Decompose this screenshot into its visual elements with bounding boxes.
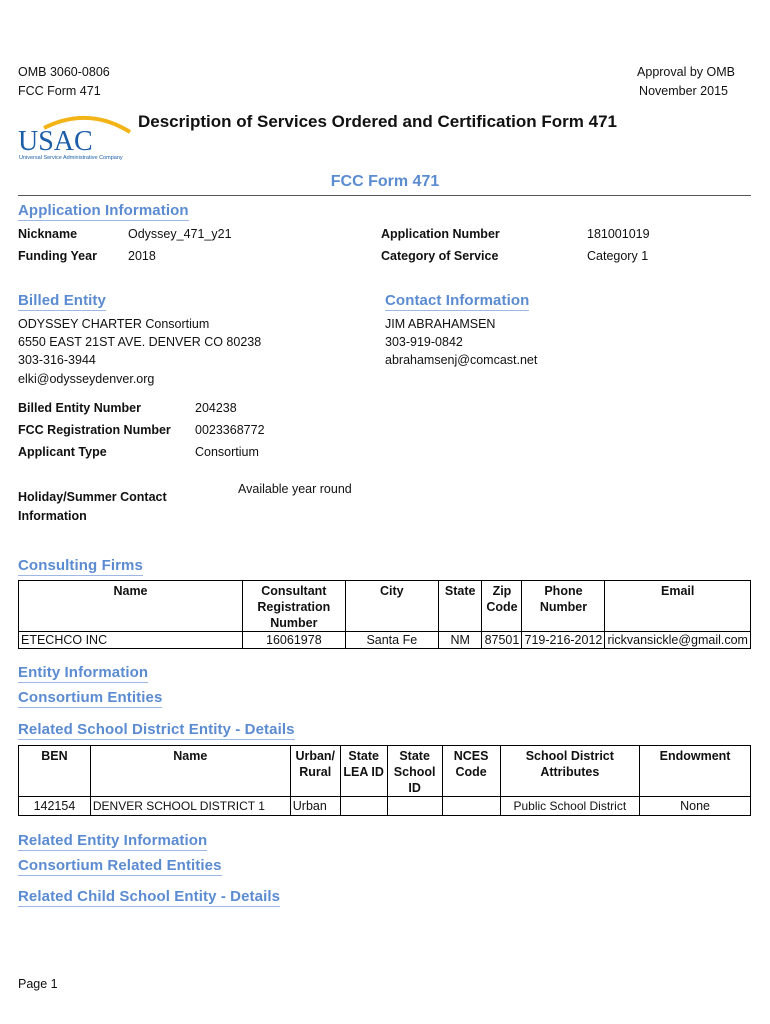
holiday-contact-label-2: Information (18, 509, 87, 523)
table-header-row (19, 581, 751, 632)
col-header-nces-code: NCES Code (442, 746, 500, 797)
logo-tagline: Universal Service Administrative Company (19, 155, 123, 161)
form-id: FCC Form 471 (18, 84, 101, 98)
cell-state: NM (438, 632, 482, 649)
cell-state-lea-id (340, 797, 387, 816)
col-header-phone: Phone Number (522, 581, 605, 632)
app-number-value: 181001019 (587, 227, 650, 241)
col-header-district-attributes: School District Attributes (500, 746, 640, 797)
section-child-school-details: Related Child School Entity - Details (18, 888, 281, 905)
col-header-state: State (438, 581, 482, 632)
table-header-row (19, 746, 751, 797)
billed-entity-name: ODYSSEY CHARTER Consortium (18, 317, 210, 331)
cell-zip: 87501 (482, 632, 522, 649)
col-header-city: City (345, 581, 438, 632)
section-contact-info: Contact Information (385, 292, 530, 309)
section-consortium-related-entities: Consortium Related Entities (18, 857, 222, 874)
category-value: Category 1 (587, 249, 649, 263)
col-header-name: Name (90, 746, 290, 797)
ben-value: 204238 (195, 401, 237, 415)
omb-number: OMB 3060-0806 (18, 65, 110, 79)
section-related-entity-info: Related Entity Information (18, 832, 208, 849)
cell-firm-name: ETECHCO INC (19, 632, 243, 649)
col-header-endowment: Endowment (640, 746, 751, 797)
page-title: Description of Services Ordered and Certification Form 471 (138, 112, 617, 131)
section-consortium-entities: Consortium Entities (18, 689, 163, 706)
col-header-consultant-reg: Consultant Registration Number (242, 581, 345, 632)
ben-label: Billed Entity Number (18, 401, 141, 415)
section-consulting-firms: Consulting Firms (18, 557, 143, 574)
col-header-ben: BEN (19, 746, 91, 797)
cell-district-name: DENVER SCHOOL DISTRICT 1 (90, 797, 290, 816)
title-divider (18, 195, 751, 196)
cell-email: rickvansickle@gmail.com (605, 632, 751, 649)
col-header-urban-rural: Urban/ Rural (290, 746, 340, 797)
billed-entity-email: elki@odysseydenver.org (18, 372, 155, 386)
holiday-contact-label-1: Holiday/Summer Contact (18, 490, 167, 504)
cell-nces-code (442, 797, 500, 816)
contact-phone: 303-919-0842 (385, 335, 463, 349)
logo-wordmark: USAC (18, 126, 93, 157)
section-school-district-details: Related School District Entity - Details (18, 721, 295, 738)
approval-date: November 2015 (639, 84, 728, 98)
table-row (19, 632, 751, 649)
table-row (19, 797, 751, 816)
holiday-contact-value: Available year round (238, 482, 352, 496)
contact-email: abrahamsenj@comcast.net (385, 353, 538, 367)
section-entity-info: Entity Information (18, 664, 149, 681)
nickname-value: Odyssey_471_y21 (128, 227, 232, 241)
cell-urban-rural: Urban (290, 797, 340, 816)
fcc-reg-value: 0023368772 (195, 423, 265, 437)
category-label: Category of Service (381, 249, 499, 263)
col-header-state-lea-id: State LEA ID (340, 746, 387, 797)
col-header-email: Email (605, 581, 751, 632)
section-billed-entity: Billed Entity (18, 292, 106, 309)
cell-ben: 142154 (19, 797, 91, 816)
app-number-label: Application Number (381, 227, 500, 241)
billed-entity-address: 6550 EAST 21ST AVE. DENVER CO 80238 (18, 335, 262, 349)
applicant-type-label: Applicant Type (18, 445, 107, 459)
cell-phone: 719-216-2012 (522, 632, 605, 649)
col-header-state-school-id: State School ID (387, 746, 442, 797)
cell-state-school-id (387, 797, 442, 816)
funding-year-label: Funding Year (18, 249, 97, 263)
cell-consultant-reg: 16061978 (242, 632, 345, 649)
billed-entity-phone: 303-316-3944 (18, 353, 96, 367)
section-application-info: Application Information (18, 202, 189, 219)
school-district-table (18, 745, 751, 816)
nickname-label: Nickname (18, 227, 78, 241)
usac-logo (18, 112, 136, 162)
form-subtitle: FCC Form 471 (330, 173, 440, 190)
omb-approval: Approval by OMB (637, 65, 735, 79)
page-number: Page 1 (18, 977, 58, 991)
cell-endowment: None (640, 797, 751, 816)
col-header-name: Name (19, 581, 243, 632)
consulting-firms-table (18, 580, 751, 649)
col-header-zip: Zip Code (482, 581, 522, 632)
contact-name: JIM ABRAHAMSEN (385, 317, 496, 331)
funding-year-value: 2018 (128, 249, 156, 263)
applicant-type-value: Consortium (195, 445, 259, 459)
cell-district-attributes: Public School District (500, 797, 640, 816)
fcc-reg-label: FCC Registration Number (18, 423, 171, 437)
cell-city: Santa Fe (345, 632, 438, 649)
